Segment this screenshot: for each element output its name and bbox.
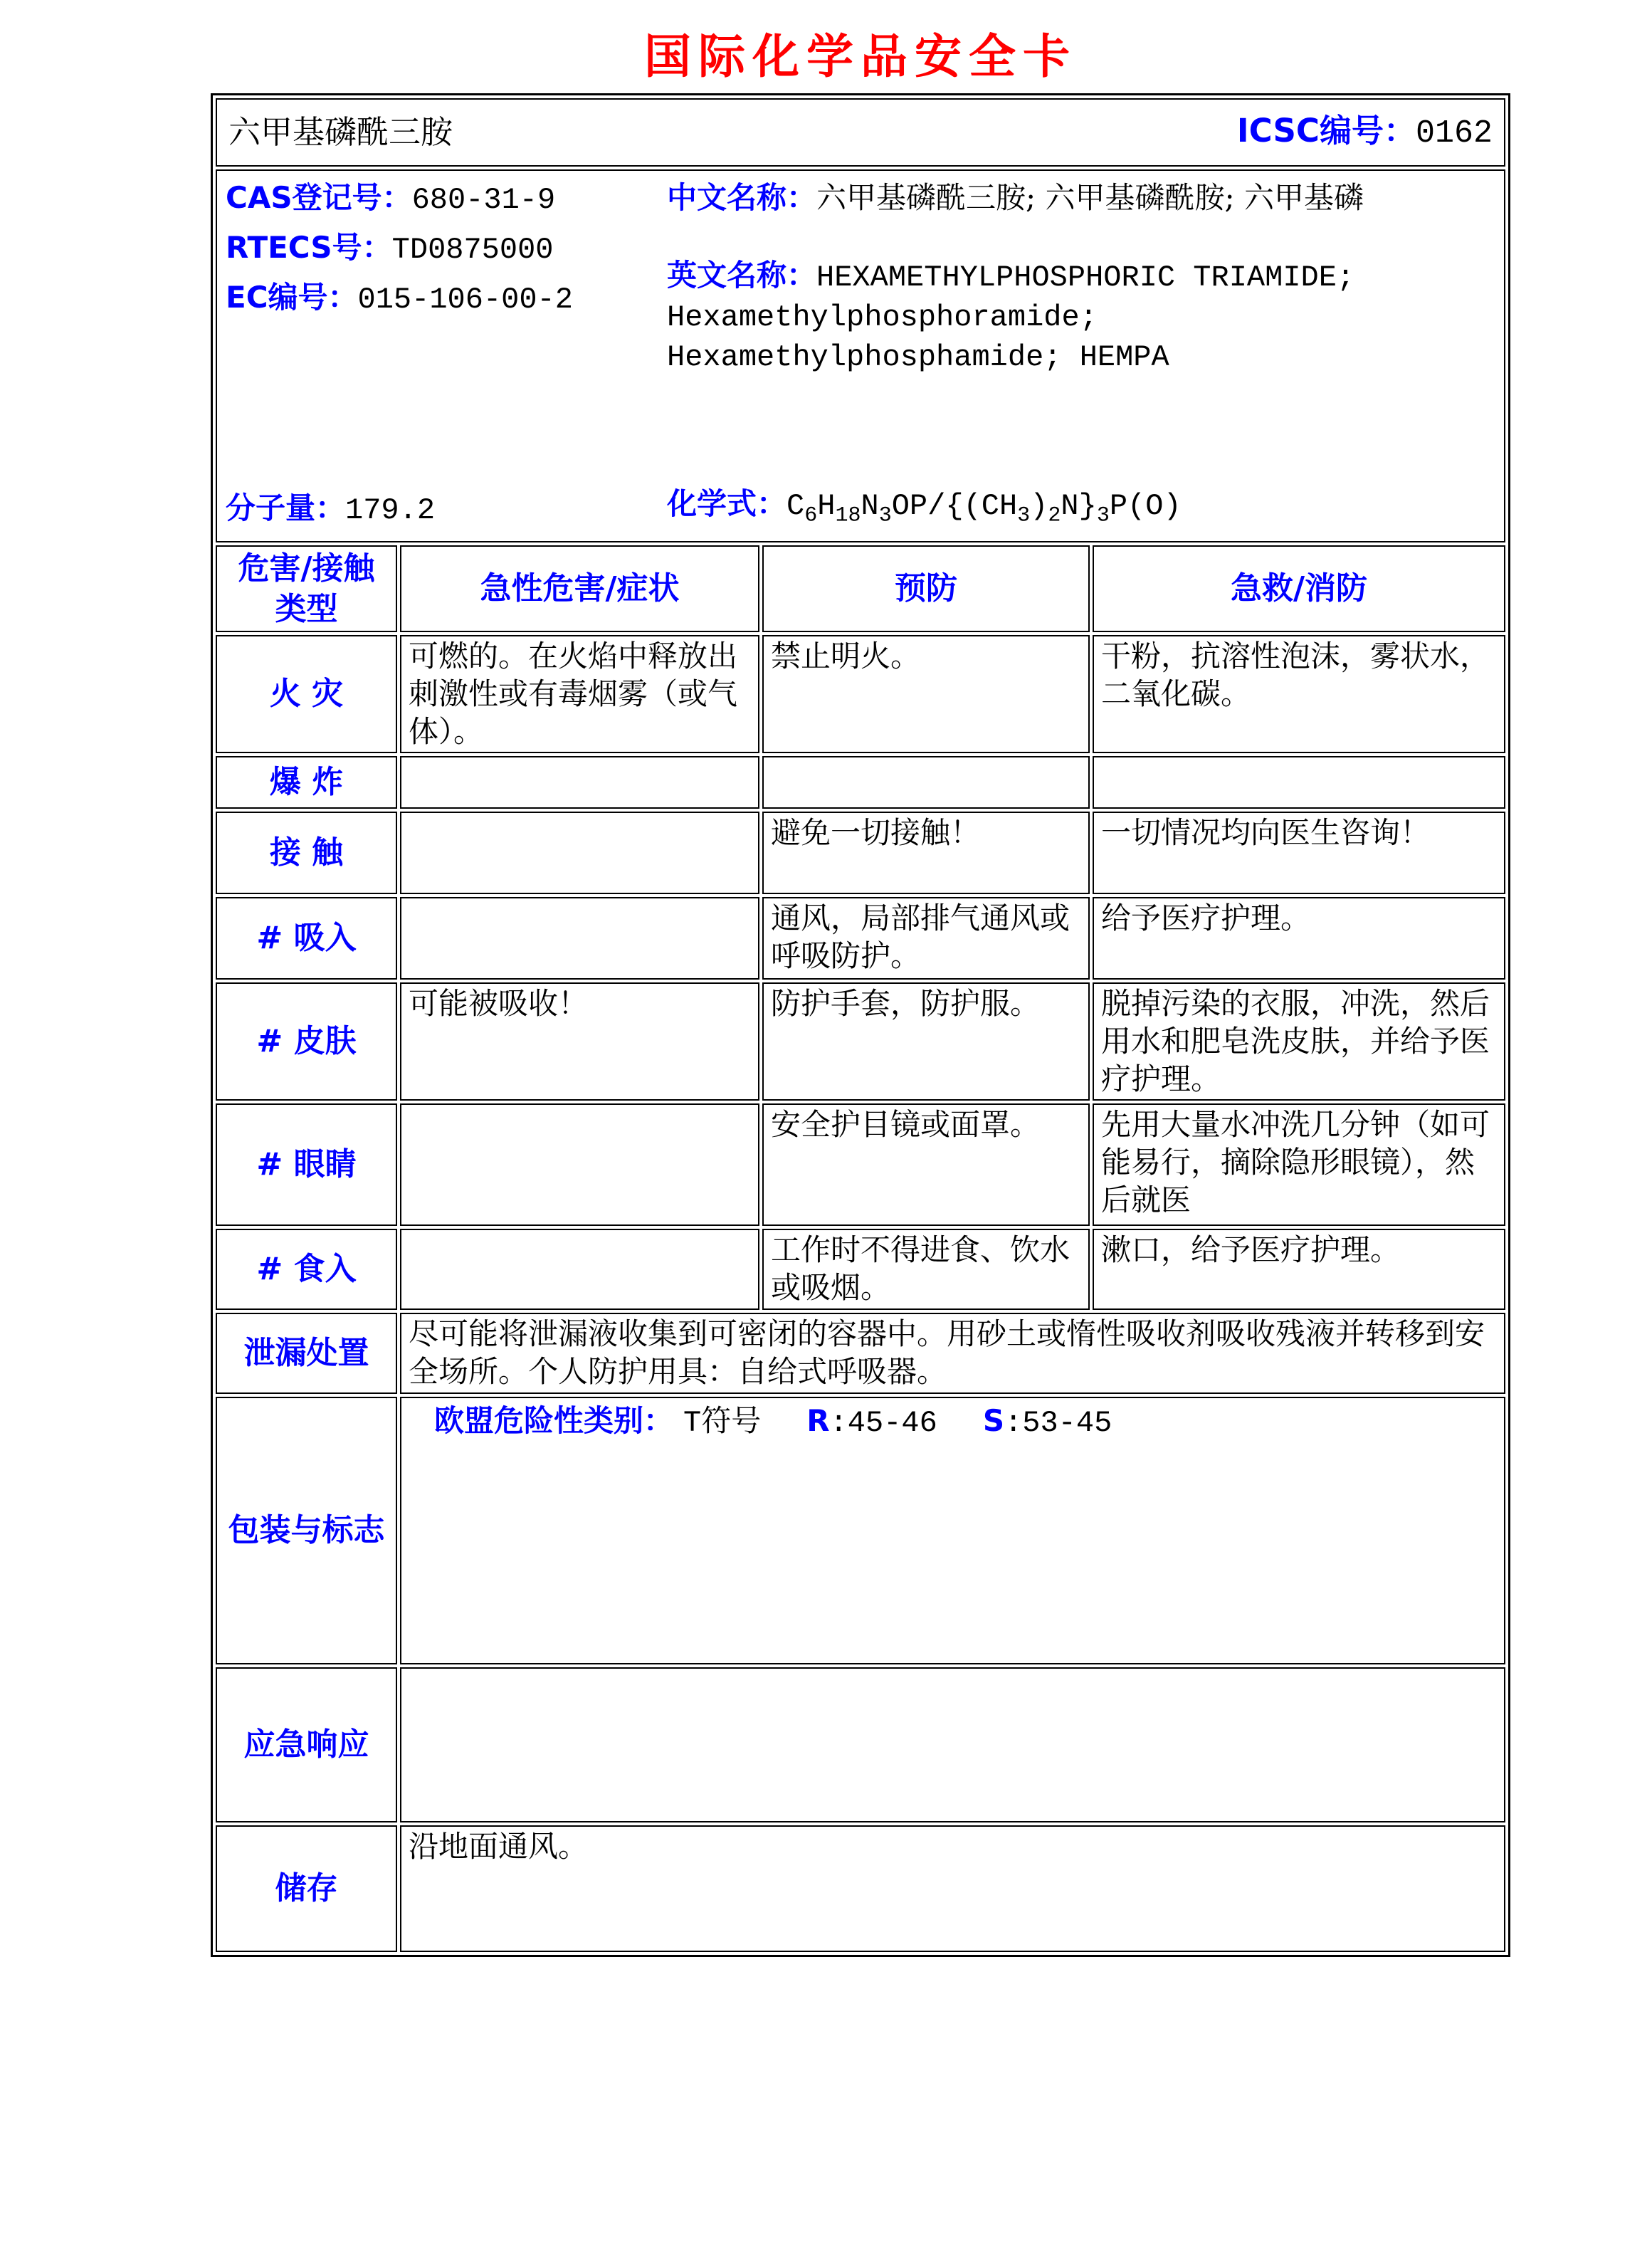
hazard-row-ingestion <box>216 1229 1505 1310</box>
chemical-name: 六甲基磷酰三胺 <box>228 112 453 151</box>
chinese-name <box>667 179 1495 217</box>
ingestion-firstaid: 漱口，给予医疗护理。 <box>1093 1229 1505 1310</box>
english-name-label: 英文名称： <box>667 257 817 293</box>
fire-firstaid: 干粉，抗溶性泡沫，雾状水，二氧化碳。 <box>1093 635 1505 753</box>
exposure-prevention: 避免一切接触！ <box>762 812 1090 894</box>
ingestion-label: # 食入 <box>216 1229 397 1310</box>
header-first-aid: 急救/消防 <box>1093 545 1505 632</box>
r-phrases-label: R <box>806 1403 830 1438</box>
inhalation-prevention: 通风，局部排气通风或呼吸防护。 <box>762 897 1090 980</box>
fire-label: 火 灾 <box>216 635 397 753</box>
skin-prevention: 防护手套，防护服。 <box>762 982 1090 1101</box>
identifiers-right-column <box>667 179 1495 530</box>
eyes-prevention: 安全护目镜或面罩。 <box>762 1103 1090 1226</box>
skin-label: # 皮肤 <box>216 982 397 1101</box>
inhalation-label: # 吸入 <box>216 897 397 980</box>
skin-firstaid: 脱掉污染的衣服，冲洗，然后用水和肥皂洗皮肤，并给予医疗护理。 <box>1093 982 1505 1101</box>
page-title: 国际化学品安全卡 <box>644 29 1077 84</box>
chinese-name-label: 中文名称： <box>667 180 817 215</box>
english-name-value: HEXAMETHYLPHOSPHORIC TRIAMIDE; Hexamethylphosphoramide; Hexamethylphosphamide; HEMPA <box>667 260 1355 374</box>
ingestion-prevention: 工作时不得进食、饮水或吸烟。 <box>762 1229 1090 1310</box>
fire-prevention: 禁止明火。 <box>762 635 1090 753</box>
eyes-firstaid: 先用大量水冲洗几分钟（如可能易行，摘除隐形眼镜），然后就医 <box>1093 1103 1505 1226</box>
spill-disposal-label: 泄漏处置 <box>216 1313 397 1394</box>
hazard-row-exposure <box>216 812 1505 894</box>
icsc-number <box>1237 111 1493 154</box>
spill-disposal-row <box>216 1313 1505 1394</box>
hazard-row-inhalation <box>216 897 1505 980</box>
cas-number <box>226 179 667 219</box>
molecular-weight-label: 分子量： <box>226 491 346 526</box>
eu-hazard-class-label: 欧盟危险性类别： <box>434 1403 674 1438</box>
english-name <box>667 257 1495 377</box>
hazard-row-skin <box>216 982 1505 1101</box>
identifiers-row <box>216 169 1505 542</box>
explosion-firstaid <box>1093 756 1505 809</box>
packaging-row <box>216 1397 1505 1664</box>
header-prevention: 预防 <box>762 545 1090 632</box>
spill-disposal-text: 尽可能将泄漏液收集到可密闭的容器中。用砂土或惰性吸收剂吸收残液并转移到安全场所。个人防护用具：自给式呼吸器。 <box>400 1313 1505 1394</box>
identifiers-cell <box>216 169 1505 542</box>
packaging-content <box>400 1397 1505 1664</box>
emergency-response-label: 应急响应 <box>216 1667 397 1822</box>
rtecs-number <box>226 229 667 269</box>
hazard-header-row <box>216 545 1505 632</box>
explosion-symptom <box>400 756 759 809</box>
exposure-symptom <box>400 812 759 894</box>
hazard-row-fire <box>216 635 1505 753</box>
explosion-label: 爆 炸 <box>216 756 397 809</box>
molecular-weight <box>226 490 667 530</box>
icsc-number-label: ICSC编号： <box>1236 111 1416 150</box>
ec-label: EC编号： <box>226 279 358 315</box>
ec-value: 015-106-00-2 <box>357 282 573 317</box>
chinese-name-value: 六甲基磷酰三胺; 六甲基磷酰胺; 六甲基磷 <box>816 180 1364 215</box>
storage-label: 储存 <box>216 1825 397 1952</box>
header-acute-hazards: 急性危害/症状 <box>400 545 759 632</box>
name-cell <box>216 98 1505 167</box>
eu-hazard-class-line <box>409 1400 1497 1442</box>
packaging-label: 包装与标志 <box>216 1397 397 1664</box>
hazard-row-explosion <box>216 756 1505 809</box>
fire-symptom: 可燃的。在火焰中释放出刺激性或有毒烟雾（或气体）。 <box>400 635 759 753</box>
explosion-prevention <box>762 756 1090 809</box>
icsc-card <box>211 93 1510 1957</box>
ingestion-symptom <box>400 1229 759 1310</box>
rtecs-label: RTECS号： <box>226 229 392 265</box>
chemical-formula-label: 化学式： <box>667 486 787 521</box>
r-phrases-value: :45-46 <box>829 1406 937 1440</box>
rtecs-value: TD0875000 <box>391 232 554 267</box>
header-hazard-type: 危害/接触类型 <box>216 545 397 632</box>
molecular-weight-value: 179.2 <box>345 493 436 528</box>
name-row <box>216 98 1505 167</box>
eyes-label: # 眼睛 <box>216 1103 397 1226</box>
eyes-symptom <box>400 1103 759 1226</box>
storage-row <box>216 1825 1505 1952</box>
cas-value: 680-31-9 <box>411 183 556 217</box>
emergency-response-row <box>216 1667 1505 1822</box>
icsc-number-value: 0162 <box>1415 115 1493 152</box>
exposure-label: 接 触 <box>216 812 397 894</box>
inhalation-firstaid: 给予医疗护理。 <box>1093 897 1505 980</box>
skin-symptom: 可能被吸收！ <box>400 982 759 1101</box>
emergency-response-text <box>400 1667 1505 1822</box>
ec-number <box>226 279 667 319</box>
eu-hazard-class-value: T符号 <box>683 1406 762 1440</box>
chemical-formula-line <box>667 486 1495 530</box>
cas-label: CAS登记号： <box>226 180 412 215</box>
exposure-firstaid: 一切情况均向医生咨询！ <box>1093 812 1505 894</box>
hazard-row-eyes <box>216 1103 1505 1226</box>
storage-text: 沿地面通风。 <box>400 1825 1505 1952</box>
s-phrases-value: :53-45 <box>1004 1406 1112 1440</box>
s-phrases-label: S <box>982 1403 1005 1438</box>
inhalation-symptom <box>400 897 759 980</box>
chemical-formula: $C_6H_{18}N_3OP/\{(CH_3)_2N\}_3P(O)$ <box>786 488 1182 528</box>
identifiers-left-column <box>226 179 667 530</box>
